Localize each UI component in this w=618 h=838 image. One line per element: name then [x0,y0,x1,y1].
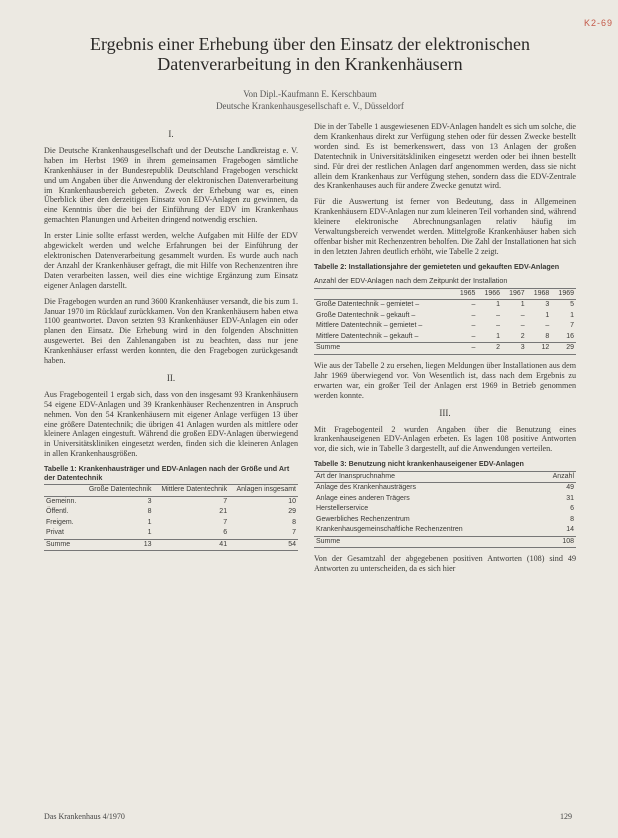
table-header: Mittlere Datentechnik [153,485,229,497]
table-cell: – [471,301,476,309]
table-cell: 6 [223,529,228,537]
table-cell: 8 [545,332,550,340]
table-cell: 1 [520,301,525,309]
table-header: 1968 [527,288,552,300]
table-cell: Gemeinn. [46,497,77,505]
table-cell: – [453,343,478,355]
table-cell: 8 [147,508,152,516]
table-sum-row [314,536,576,548]
left-column [44,122,298,551]
table-cell: 3 [147,497,152,505]
table-cell: 12 [527,343,552,355]
table-cell: 8 [292,518,296,526]
table-cell: Anlage eines anderen Trägers [316,494,410,502]
table-header: 1969 [551,288,576,300]
table-cell: Privat [46,529,64,537]
table-row [44,518,298,529]
table-cell: Mittlere Datentechnik – gekauft – [316,332,419,340]
table-cell: 49 [566,484,574,492]
table-cell: 1 [496,301,501,309]
table-cell: Herstellerservice [316,505,369,513]
paragraph: Aus Fragebogenteil 1 ergab sich, dass von den insgesamt 93 Krankenhäusern 54 eigene EDV-Anlagen und 39 Krankenhäuser Rechenzentren in Anspruch nehmen. Von den 54 Krankenhäusern mit eigener Anlage verfügen 13 über eine größere Datentechnik; die übrigen 41 Anlagen wurden als mittlere oder kleinere Anlagen eingestuft. Während die großen EDV-Anlagen überwiegend in Universitätskliniken eingesetzt werden, finden sich die kleineren Anlagen in allen Krankenhausgrößen. [44,389,298,459]
table-cell: 6 [570,505,574,513]
table-cell: Gewerbliches Rechenzentrum [316,515,410,523]
table-cell: 14 [566,526,574,534]
table-cell: 3 [502,343,527,355]
table-row [314,525,576,536]
table-sum-row [44,539,298,551]
table-cell: Mittlere Datentechnik – gemietet – [316,322,423,330]
table-cell: – [471,311,476,319]
article-header [40,34,580,74]
paragraph: Die in der Tabelle 1 ausgewiesenen EDV-Anlagen handelt es sich um solche, die dem Krankenhaus direkt zur Verfügung stehen oder für dessen Zwecke bestellt worden sind. Es ist bemerkenswert, dass von 13 Anlagen der großen Datentechnik in Universitätskliniken eingesetzt werden oder bei ihnen bestellt sind. Für drei der restlichen Anlagen darf angenommen werden, dass sie nicht allein dem Krankenhaus zur Verfügung stehen, sondern dass die EDV-Zentrale des Krankenhauses auch für andere Zwecke genutzt wird. [314,122,576,191]
table-cell: Große Datentechnik – gemietet – [316,301,420,309]
table-header [44,485,81,497]
table-2 [314,288,576,355]
title-line-2: Datenverarbeitung in den Krankenhäusern [157,54,463,74]
paragraph: In erster Linie sollte erfasst werden, welche Aufgaben mit Hilfe der EDV abgewickelt werden und welche Erfahrungen bei der Einführung der elektronischen Datenverarbeitung gesammelt wurden. Es wurde auch nach der Anzahl der Krankenhäuser gefragt, die mit Hilfe von Rechenzentren ihre Daten verarbeiten lassen, weil dies eine wichtige Ergänzung zum Einsatz eigener Anlagen darstellt. [44,231,298,290]
table-cell: 5 [570,301,574,309]
table-row [314,504,576,515]
table-row [314,483,576,494]
table-cell: 54 [229,539,298,551]
table-cell: Anlage des Krankenhausträgers [316,484,417,492]
section-heading-1: I. [168,129,174,139]
table-cell: – [520,322,525,330]
archive-stamp: K2-69 [584,18,614,28]
affiliation: Deutsche Krankenhausgesellschaft e. V., Düsseldorf [216,101,404,111]
table-cell: 29 [551,343,576,355]
table-cell: 29 [288,508,296,516]
byline [40,88,580,112]
table-cell: 16 [566,332,574,340]
table-cell: – [471,322,476,330]
paragraph: Die Deutsche Krankenhausgesellschaft und der Deutsche Landkreistag e. V. haben im Herbst 1969 in ihrem gemeinsamen Fragebogen sämtliche Krankenhäuser in der Bundesrepublik Deutschland Fragebogen verschickt und um Angaben über die Anwendung der elektronischen Datenverarbeitung im Krankenhausbereich gebeten. Zweck der Erhebung war es, einen Überblick über den derzeitigen Einsatz von EDV-Anlagen zu gewinnen, da eine Kenntnis über die bei der Einführung der EDV im Krankenhaus gemachten Planungen und Arbeiten dringend notwendig erschien. [44,145,298,225]
table-cell: – [545,322,550,330]
table-row [314,311,576,322]
table-cell: 2 [477,343,502,355]
table-cell: 8 [570,515,574,523]
table-row [314,321,576,332]
table-cell: 1 [147,529,152,537]
table-cell: Summe [314,536,538,548]
table-header: Art der Inanspruchnahme [314,471,538,483]
table-cell: 7 [292,529,296,537]
table-cell: Summe [314,343,453,355]
table-header: Große Datentechnik [81,485,153,497]
table-row [44,507,298,518]
right-column [314,122,576,580]
table-cell: 7 [223,518,228,526]
table-cell: Große Datentechnik – gekauft – [316,311,416,319]
table-cell: 21 [219,508,228,516]
table-row [314,332,576,343]
table-cell: – [520,311,525,319]
table-2-subcaption: Anzahl der EDV-Anlagen nach dem Zeitpunkt der Installation [314,276,508,286]
table-cell: 1 [147,518,152,526]
table-header: 1966 [477,288,502,300]
table-cell: 41 [153,539,229,551]
footer-journal: Das Krankenhaus 4/1970 [44,812,125,821]
table-cell: 3 [545,301,550,309]
table-cell: 108 [538,536,576,548]
paragraph: Wie aus der Tabelle 2 zu ersehen, liegen Meldungen über Installationen aus dem Jahr 1969 überwiegend vor. Von Wesentlich ist, dass nach dem Ergebnis zu erwarten war, ein großer Teil der Anlagen erst 1969 in Betrieb genommen werden konnte. [314,360,576,400]
table-cell: – [471,332,476,340]
table-row [314,515,576,526]
table-header: Anlagen insgesamt [229,485,298,497]
table-cell: Krankenhausgemeinschaftliche Rechenzentren [316,526,463,534]
section-heading-2: II. [166,372,176,383]
title-line-1: Ergebnis einer Erhebung über den Einsatz der elektronischen [89,34,530,54]
table-cell: Öffentl. [46,508,69,516]
table-1-caption: Tabelle 1: Krankenhausträger und EDV-Anlagen nach der Größe und Art der Datentechnik [44,464,290,482]
table-2-caption: Tabelle 2: Installationsjahre der gemieteten und gekauften EDV-Anlagen [314,261,560,271]
table-row [314,494,576,505]
table-cell: 13 [81,539,153,551]
table-cell: 1 [570,311,574,319]
table-header: 1967 [502,288,527,300]
table-3 [314,471,576,549]
table-sum-row [314,343,576,355]
table-header: Anzahl [538,471,576,483]
table-cell: 10 [288,497,296,505]
table-header [314,288,453,300]
paragraph: Mit Fragebogenteil 2 wurden Angaben über die Benutzung eines krankenhauseigenen EDV-Anlagen erbeten. Es lagen 108 positive Antworten vor, die sich, wie in Tabelle 3 dargestellt, auf die Anwendungen verteilen. [314,424,576,454]
table-cell: 2 [520,332,525,340]
table-cell: Summe [44,539,81,551]
table-1 [44,484,298,551]
table-cell: 7 [570,322,574,330]
table-row [44,496,298,507]
table-cell: 7 [223,497,228,505]
author: Von Dipl.-Kaufmann E. Kerschbaum [243,89,377,99]
section-heading-3: III. [439,407,451,418]
paragraph: Für die Auswertung ist ferner von Bedeutung, dass in Allgemeinen Krankenhäusern EDV-Anlagen nur zum kleineren Teil vorhanden sind, während kleinere elektronische Abrechnungsanlagen relativ häufig im Verwaltungsbereich verwendet werden. Mittelgroße Krankenhäuser haben sich offenbar bisher mit Rechenzentren beholfen. Die Zahl der Installationen hat sich in den letzten Jahren deutlich erhöht, wie Tabelle 2 zeigt. [314,197,576,256]
table-row [314,300,576,311]
table-row [44,528,298,539]
table-cell: – [496,311,501,319]
table-3-caption: Tabelle 3: Benutzung nicht krankenhauseigener EDV-Anlagen [314,459,524,469]
paragraph: Die Fragebogen wurden an rund 3600 Krankenhäuser versandt, die bis zum 1. Januar 1970 im Rücklauf zurückkamen. Von den Krankenhäusern haben etwa 1100 geantwortet. Davon setzten 93 Krankenhäuser EDV-Anlagen ein oder planen den Einsatz. Die Erhebung wird in den folgenden Abschnitten ausgewertet. Bei den Zahlenangaben ist zu beachten, dass nur jene Krankenhäuser erfasst werden konnten, die den Fragebogen zurückgesandt haben. [44,296,298,366]
table-cell: 31 [566,494,574,502]
paragraph: Von der Gesamtzahl der abgegebenen positiven Antworten (108) sind 49 Antworten zu unterscheiden, da es sich hier [314,554,576,574]
table-header: 1965 [453,288,478,300]
table-cell: 1 [545,311,550,319]
page-number: 129 [560,812,572,821]
table-cell: 1 [496,332,501,340]
table-cell: Freigem. [46,518,74,526]
table-cell: – [496,322,501,330]
